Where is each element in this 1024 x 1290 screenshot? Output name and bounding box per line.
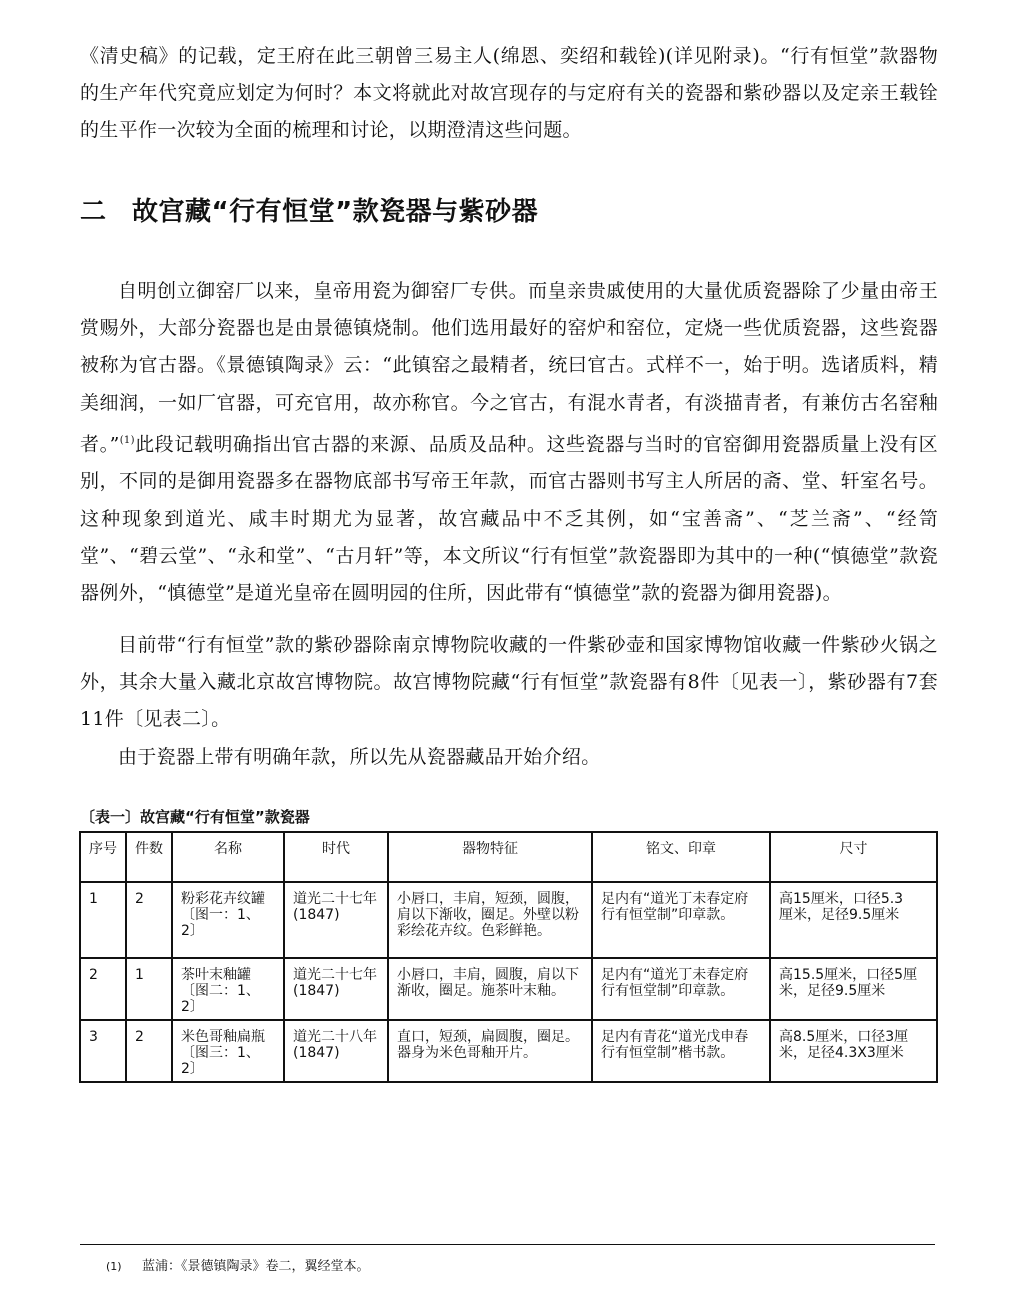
table-row [80,958,937,1020]
cell-index: 3 [80,1020,126,1082]
header-inscription: 铭文、印章 [592,832,770,882]
cell-features: 直口，短颈，扁圆腹，圈足。器身为米色哥釉开片。 [388,1020,592,1082]
cell-name: 茶叶末釉罐〔图二：1、2〕 [172,958,284,1020]
body-paragraph-1-part-b: 此段记载明确指出官古器的来源、品质及品种。这些瓷器与当时的官窑御用瓷器质量上没有区别，不同的是御用瓷器多在器物底部书写帝王年款，而官古器则书写主人所居的斋、堂、轩室名号。这种现象到道光、咸丰时期尤为显著，故宫藏品中不乏其例，如“宝善斋”、“芝兰斋”、“经笥堂”、“碧云堂”、“永和堂”、“古月轩”等，本文所议“行有恒堂”款瓷器即为其中的一种(“慎德堂”款瓷器例外，“慎德堂”是道光皇帝在圆明园的住所，因此带有“慎德堂”款的瓷器为御用瓷器)。 [80,433,938,604]
intro-paragraph: 《清史稿》的记载，定王府在此三朝曾三易主人(绵恩、奕绍和载铨)(详见附录)。“行有恒堂”款器物的生产年代究竟应划定为何时？本文将就此对故宫现存的与定府有关的瓷器和紫砂器以及定亲王载铨的生平作一次较为全面的梳理和讨论，以期澄清这些问题。 [80,45,938,142]
footnote-text: 蓝浦：《景德镇陶录》卷二，翼经堂本。 [142,1259,370,1274]
cell-period: 道光二十七年(1847) [284,958,388,1020]
cell-name: 米色哥釉扁瓶〔图三：1、2〕 [172,1020,284,1082]
body-paragraph-2: 目前带“行有恒堂”款的紫砂器除南京博物院收藏的一件紫砂壶和国家博物馆收藏一件紫砂火锅之外，其余大量入藏北京故宫博物院。故宫博物院藏“行有恒堂”款瓷器有8件〔见表一〕，紫砂器有7套11件〔见表二〕。 [80,634,938,731]
body-paragraph-3: 由于瓷器上带有明确年款，所以先从瓷器藏品开始介绍。 [118,746,601,768]
section-heading [80,191,538,228]
cell-count: 2 [126,882,172,958]
footnote-divider [80,1244,935,1245]
cell-inscription: 足内有“道光丁未春定府行有恒堂制”印章款。 [592,958,770,1020]
body-paragraph-1 [80,273,938,612]
cell-name: 粉彩花卉纹罐〔图一：1、2〕 [172,882,284,958]
cell-size: 高15厘米，口径5.3 厘米，足径9.5厘米 [770,882,937,958]
cell-count: 2 [126,1020,172,1082]
header-size: 尺寸 [770,832,937,882]
cell-inscription: 足内有青花“道光戊申春行有恒堂制”楷书款。 [592,1020,770,1082]
section-number: 二 [80,197,107,227]
table-header-row [80,832,937,882]
section-title: 故宫藏“行有恒堂”款瓷器与紫砂器 [132,197,539,227]
header-period: 时代 [284,832,388,882]
cell-count: 1 [126,958,172,1020]
cell-features: 小唇口，丰肩，短颈，圆腹，肩以下渐收，圈足。外壁以粉彩绘花卉纹。色彩鲜艳。 [388,882,592,958]
porcelain-table [79,831,938,1083]
cell-inscription: 足内有“道光丁未春定府行有恒堂制”印章款。 [592,882,770,958]
table-row [80,1020,937,1082]
header-count: 件数 [126,832,172,882]
header-name: 名称 [172,832,284,882]
cell-size: 高15.5厘米，口径5厘米，足径9.5厘米 [770,958,937,1020]
body-paragraph-1-part-a: 自明创立御窑厂以来，皇帝用瓷为御窑厂专供。而皇亲贵戚使用的大量优质瓷器除了少量由帝王赏赐外，大部分瓷器也是由景德镇烧制。他们选用最好的窑炉和窑位，定烧一些优质瓷器，这些瓷器被称为官古器。《景德镇陶录》云：“此镇窑之最精者，统曰官古。式样不一，始于明。选诸质料，精美细润，一如厂官器，可充官用，故亦称官。今之官古，有混水青者，有淡描青者，有兼仿古名窑釉者。” [80,280,938,456]
header-index: 序号 [80,832,126,882]
footnote [106,1255,370,1274]
cell-features: 小唇口，丰肩，圆腹，肩以下渐收，圈足。施茶叶末釉。 [388,958,592,1020]
cell-index: 2 [80,958,126,1020]
cell-index: 1 [80,882,126,958]
footnote-marker: (1) [106,1260,122,1273]
table-row [80,882,937,958]
header-features: 器物特征 [388,832,592,882]
cell-period: 道光二十七年(1847) [284,882,388,958]
cell-period: 道光二十八年(1847) [284,1020,388,1082]
footnote-reference: (1) [119,434,135,446]
table-caption: 〔表一〕故宫藏“行有恒堂”款瓷器 [80,808,310,826]
cell-size: 高8.5厘米，口径3厘米，足径4.3X3厘米 [770,1020,937,1082]
